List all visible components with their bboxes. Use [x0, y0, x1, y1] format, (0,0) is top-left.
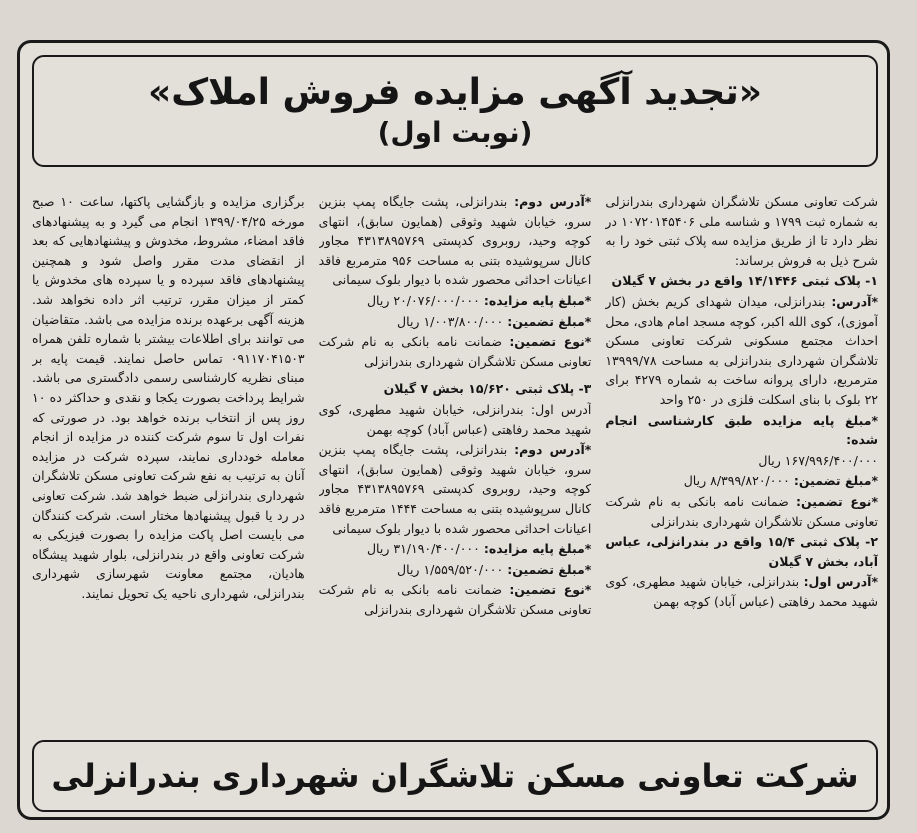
plot-3-address-2 [319, 440, 592, 538]
label: *مبلغ پایه مزایده: [483, 292, 592, 308]
ad-title: «تجدید آگهی مزایده فروش املاک» [147, 72, 763, 113]
value: بندرانزلی، پشت جایگاه پمپ بنزین سرو، خیابان شهید وثوقی (همایون سابق)، انتهای کوچه وحید، روبروی کدپستی ۴۳۱۳۸۹۵۷۶۹ مجاور کانال سرپوشیده بتنی به مساحت ۱۴۴۴ مترمربع فاقد اعیانات احداثی محصور شده با دیوار بلوک سیمانی [318, 442, 592, 536]
ad-subtitle: (نوبت اول) [377, 116, 533, 149]
label: *نوع تضمین: [795, 493, 878, 509]
plot-1-address [605, 292, 878, 410]
title-box [32, 55, 878, 167]
value: ضمانت نامه بانکی به نام شرکت تعاونی مسکن تلاشگران شهرداری بندرانزلی [318, 582, 592, 617]
text-columns [32, 192, 878, 717]
value: بندرانزلی، پشت جایگاه پمپ بنزین سرو، خیابان شهید وثوقی (همایون سابق)، انتهای کوچه وحید، روبروی کدپستی ۴۳۱۳۸۹۵۷۶۹ مجاور کانال سرپوشیده بتنی به مساحت ۹۵۶ مترمربع فاقد اعیانات احداثی محصور شده با دیوار بلوک سیمانی [318, 194, 592, 288]
plot-3-address-1: آدرس اول: بندرانزلی، خیابان شهید مطهری، کوی شهید محمد رفاهتی (عباس آباد) کوچه بهمن [318, 401, 592, 437]
plot-2-guarantee-type [319, 332, 592, 371]
label: *نوع تضمین: [509, 582, 592, 598]
label: *مبلغ تضمین: [507, 561, 592, 577]
value: ۸/۳۹۹/۸۲۰/۰۰۰ ریال [683, 473, 790, 489]
right-column [605, 192, 878, 717]
plot-3-guarantee [319, 560, 592, 580]
plot-1-title: ۱- پلاک ثبتی ۱۴/۱۴۴۶ واقع در بخش ۷ گیلان [611, 273, 878, 289]
plot-3-title: ۳- پلاک ثبتی ۱۵/۶۲۰ بخش ۷ گیلان [383, 381, 592, 397]
label: *آدرس دوم: [514, 442, 592, 458]
plot-1-base-label: *مبلغ پایه مزایده طبق کارشناسی انجام شده: [605, 412, 878, 448]
plot-2-address-2 [319, 192, 592, 290]
value: ۱/۵۵۹/۵۲۰/۰۰۰ ریال [397, 561, 504, 577]
middle-column [319, 192, 592, 717]
value: بندرانزلی، خیابان شهید مطهری، کوی شهید محمد رفاهتی (عباس آباد) کوچه بهمن [605, 574, 878, 609]
plot-1-guarantee [605, 471, 878, 491]
label: *مبلغ تضمین: [507, 313, 592, 329]
label: *آدرس اول: [803, 574, 878, 590]
label: *نوع تضمین: [509, 334, 592, 350]
footer-box [32, 740, 878, 812]
value: ۲۰/۰۷۶/۰۰۰/۰۰۰ ریال [366, 292, 480, 308]
value: بندرانزلی، میدان شهدای کریم بخش (کار آموزی)، کوی الله اکبر، کوچه مسجد امام هادی، محل احداث مجتمع مسکونی شرکت تعاونی مسکن تلاشگران شهرداری بندرانزلی به مساحت ۱۳۹۹۹/۷۸ مترمربع، دارای پروانه ساخت به شماره ۴۲۷۹ برای ۲۲ بلوک با بنای اسکلت فلزی در ۲۵۰ واحد [605, 293, 878, 407]
plot-2-base-price [319, 291, 592, 311]
plot-2-guarantee [319, 312, 592, 332]
left-column [32, 192, 305, 717]
plot-2-address-1 [605, 572, 878, 611]
terms-text: برگزاری مزایده و بازگشایی پاکتها، ساعت ۱۰ صبح مورخه ۱۳۹۹/۰۴/۲۵ انجام می گیرد و به پیشنهادهای فاقد امضاء، مشروط، مخدوش و پیشنهادهایی که بعد از انقضای مدت مقرر واصل شود و همچنین پیشنهادهای فاقد سپرده و یا سپرده های مخدوش یا کمتر از میزان مقرر، ترتیب اثر داده نخواهد شد. هزینه آگهی برعهده برنده مزایده می باشد. متقاضیان می توانند برای اطلاعات بیشتر با شماره تلفن همراه ۰۹۱۱۷۰۴۱۵۰۳ تماس حاصل نمایند. قیمت پایه بر مبنای نظریه کارشناسی رسمی دادگستری می باشد. شرایط پرداخت بصورت یکجا و نقدی و حداکثر ده ۱۰ روز پس از انتخاب برنده خواهد بود. در صورتی که نفرات اول تا سوم شرکت کننده در مزایده از انجام معامله خودداری نمایند، سپرده شرکت در مزایده آنان به ترتیب به نفع شرکت تعاونی مسکن تلاشگران شهرداری بندرانزلی ضبط خواهد شد. شرکت تعاونی در رد یا قبول پیشنهادها مختار است. شرکت کنندگان می بایست اصل پاکت مزایده را بصورت فیزیکی به شرکت تعاونی واقع در بندرانزلی، بلوار شهید پیشگاه هادیان، مجتمع معاونت شهرسازی شهرداری بندرانزلی، شهرداری ناحیه یک تحویل نمایند. [31, 194, 305, 601]
plot-3-guarantee-type [319, 580, 592, 619]
intro-text: شرکت تعاونی مسکن تلاشگران شهرداری بندرانزلی به شماره ثبت ۱۷۹۹ و شناسه ملی ۱۰۷۲۰۱۴۵۴۰۶ در نظر دارد تا از طریق مزایده سه پلاک ثبتی خود را به شرح ذیل به فروش برساند: [605, 194, 878, 268]
label: *مبلغ پایه مزایده: [483, 541, 592, 557]
plot-3-base-price [319, 539, 592, 559]
company-name: شرکت تعاونی مسکن تلاشگران شهرداری بندرانزلی [51, 757, 859, 795]
plot-2-title: ۲- پلاک ثبتی ۱۵/۴ واقع در بندرانزلی، عباس آباد، بخش ۷ گیلان [605, 534, 878, 569]
plot-1-base-price: ۱۶۷/۹۹۶/۴۰۰/۰۰۰ ریال [758, 452, 878, 468]
plot-1-guarantee-type [605, 492, 878, 531]
label: *مبلغ تضمین: [793, 473, 878, 489]
value: ۱/۰۰۳/۸۰۰/۰۰۰ ریال [397, 313, 504, 329]
value: ضمانت نامه بانکی به نام شرکت تعاونی مسکن تلاشگران شهرداری بندرانزلی [318, 334, 592, 369]
value: ضمانت نامه بانکی به نام شرکت تعاونی مسکن تلاشگران شهرداری بندرانزلی [605, 493, 878, 529]
label: *آدرس دوم: [514, 194, 592, 209]
value: ۳۱/۱۹۰/۴۰۰/۰۰۰ ریال [366, 541, 480, 557]
label: *آدرس: [831, 293, 878, 309]
